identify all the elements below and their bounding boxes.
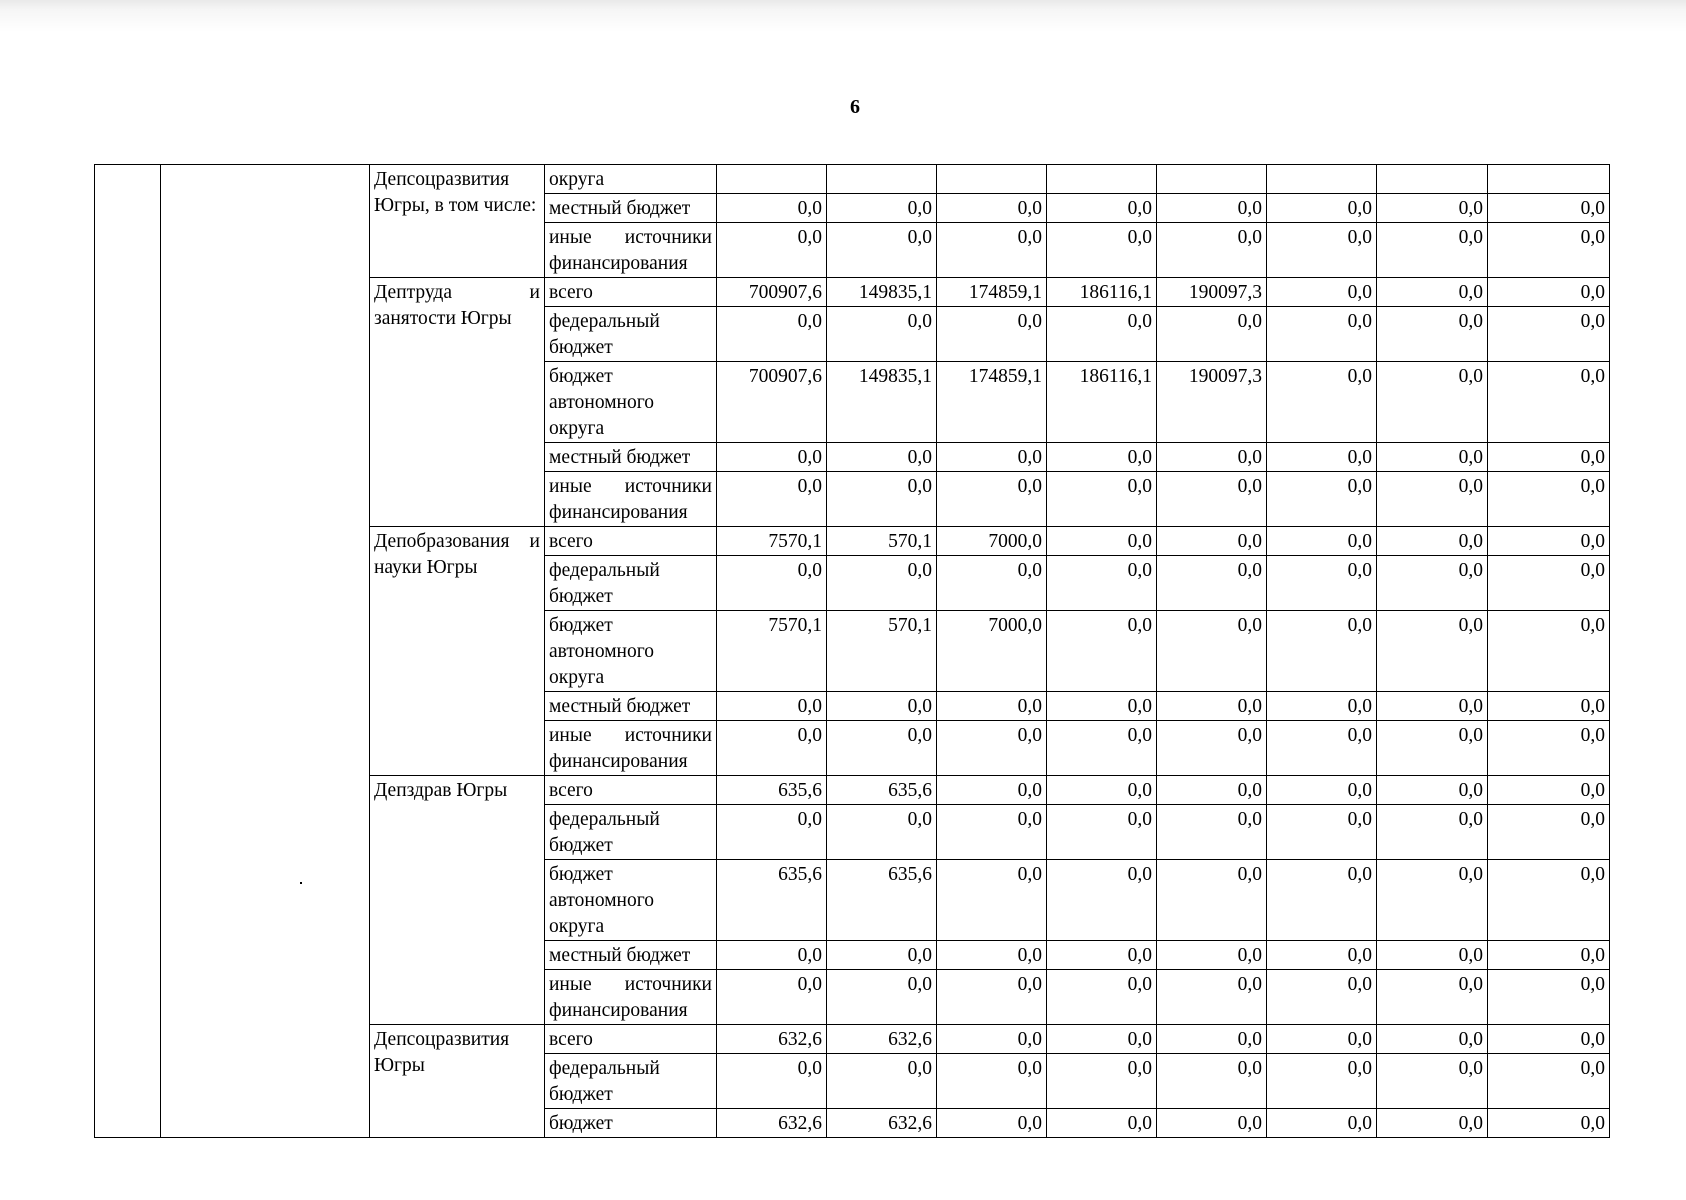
amount-cell: 0,0 bbox=[827, 472, 937, 527]
amount-cell: 0,0 bbox=[937, 1109, 1047, 1138]
amount-cell: 0,0 bbox=[1267, 527, 1377, 556]
amount-cell: 0,0 bbox=[937, 194, 1047, 223]
amount-cell: 0,0 bbox=[937, 307, 1047, 362]
funding-source-cell: бюджет bbox=[545, 1109, 717, 1138]
amount-cell: 0,0 bbox=[1267, 721, 1377, 776]
amount-cell: 149835,1 bbox=[827, 278, 937, 307]
amount-cell: 0,0 bbox=[1488, 970, 1610, 1025]
amount-cell: 0,0 bbox=[1267, 611, 1377, 692]
amount-cell: 0,0 bbox=[717, 941, 827, 970]
amount-cell: 0,0 bbox=[1488, 278, 1610, 307]
amount-cell: 0,0 bbox=[827, 223, 937, 278]
amount-cell: 0,0 bbox=[937, 860, 1047, 941]
funding-source-cell: иные источники финансирования bbox=[545, 721, 717, 776]
amount-cell: 190097,3 bbox=[1157, 278, 1267, 307]
amount-cell: 632,6 bbox=[717, 1025, 827, 1054]
responsible-executor-cell: Депсоцразвития Югры, в том числе: bbox=[370, 165, 545, 278]
amount-cell: 0,0 bbox=[937, 776, 1047, 805]
amount-cell bbox=[1047, 165, 1157, 194]
amount-cell: 0,0 bbox=[1157, 611, 1267, 692]
amount-cell: 0,0 bbox=[1377, 1025, 1488, 1054]
amount-cell: 0,0 bbox=[1047, 1054, 1157, 1109]
amount-cell: 0,0 bbox=[1377, 721, 1488, 776]
amount-cell: 0,0 bbox=[717, 223, 827, 278]
amount-cell: 570,1 bbox=[827, 527, 937, 556]
amount-cell: 0,0 bbox=[1377, 611, 1488, 692]
funding-source-cell: местный бюджет bbox=[545, 194, 717, 223]
amount-cell: 0,0 bbox=[1488, 860, 1610, 941]
amount-cell bbox=[937, 165, 1047, 194]
amount-cell: 0,0 bbox=[1047, 307, 1157, 362]
amount-cell: 0,0 bbox=[1047, 556, 1157, 611]
amount-cell: 700907,6 bbox=[717, 278, 827, 307]
amount-cell: 0,0 bbox=[1267, 278, 1377, 307]
amount-cell: 174859,1 bbox=[937, 278, 1047, 307]
amount-cell: 0,0 bbox=[1047, 223, 1157, 278]
amount-cell: 632,6 bbox=[717, 1109, 827, 1138]
amount-cell: 0,0 bbox=[717, 721, 827, 776]
amount-cell bbox=[717, 165, 827, 194]
amount-cell: 0,0 bbox=[1377, 941, 1488, 970]
funding-source-cell: бюджет автономного округа bbox=[545, 362, 717, 443]
measure-name-cell bbox=[161, 165, 370, 1138]
amount-cell: 0,0 bbox=[1377, 278, 1488, 307]
funding-source-cell: федеральный бюджет bbox=[545, 556, 717, 611]
amount-cell: 0,0 bbox=[1488, 194, 1610, 223]
amount-cell: 0,0 bbox=[827, 970, 937, 1025]
amount-cell: 0,0 bbox=[937, 556, 1047, 611]
amount-cell: 0,0 bbox=[1267, 1054, 1377, 1109]
amount-cell: 0,0 bbox=[1488, 472, 1610, 527]
amount-cell: 0,0 bbox=[1157, 860, 1267, 941]
amount-cell: 632,6 bbox=[827, 1025, 937, 1054]
amount-cell: 0,0 bbox=[1377, 443, 1488, 472]
amount-cell: 0,0 bbox=[1377, 1109, 1488, 1138]
funding-source-cell: всего bbox=[545, 527, 717, 556]
funding-source-cell: иные источники финансирования bbox=[545, 223, 717, 278]
amount-cell: 0,0 bbox=[1267, 472, 1377, 527]
amount-cell: 0,0 bbox=[1157, 223, 1267, 278]
amount-cell: 0,0 bbox=[1157, 970, 1267, 1025]
amount-cell: 174859,1 bbox=[937, 362, 1047, 443]
amount-cell: 0,0 bbox=[1157, 443, 1267, 472]
amount-cell: 0,0 bbox=[1047, 805, 1157, 860]
amount-cell: 0,0 bbox=[937, 223, 1047, 278]
funding-source-cell: всего bbox=[545, 1025, 717, 1054]
funding-source-cell: бюджет автономного округа bbox=[545, 611, 717, 692]
amount-cell: 0,0 bbox=[1047, 527, 1157, 556]
responsible-executor-cell: Депобразования и науки Югры bbox=[370, 527, 545, 776]
amount-cell: 0,0 bbox=[1267, 307, 1377, 362]
funding-source-cell: федеральный бюджет bbox=[545, 307, 717, 362]
amount-cell: 0,0 bbox=[717, 805, 827, 860]
amount-cell bbox=[1267, 165, 1377, 194]
amount-cell: 0,0 bbox=[1377, 556, 1488, 611]
amount-cell: 0,0 bbox=[937, 472, 1047, 527]
funding-source-cell: местный бюджет bbox=[545, 443, 717, 472]
amount-cell: 0,0 bbox=[1267, 556, 1377, 611]
amount-cell: 0,0 bbox=[1157, 1054, 1267, 1109]
amount-cell: 0,0 bbox=[827, 721, 937, 776]
amount-cell: 0,0 bbox=[1377, 692, 1488, 721]
amount-cell: 0,0 bbox=[1488, 307, 1610, 362]
amount-cell: 0,0 bbox=[1157, 776, 1267, 805]
responsible-executor-cell: Депсоцразвития Югры bbox=[370, 1025, 545, 1138]
amount-cell: 0,0 bbox=[1267, 1025, 1377, 1054]
amount-cell: 0,0 bbox=[1047, 721, 1157, 776]
amount-cell: 0,0 bbox=[827, 805, 937, 860]
amount-cell: 0,0 bbox=[937, 970, 1047, 1025]
amount-cell: 0,0 bbox=[1157, 805, 1267, 860]
budget-table-body bbox=[95, 165, 1610, 1138]
amount-cell: 0,0 bbox=[1488, 362, 1610, 443]
amount-cell: 0,0 bbox=[1488, 611, 1610, 692]
amount-cell: 0,0 bbox=[827, 941, 937, 970]
amount-cell: 0,0 bbox=[1377, 805, 1488, 860]
amount-cell: 0,0 bbox=[1488, 1054, 1610, 1109]
amount-cell: 0,0 bbox=[937, 692, 1047, 721]
amount-cell: 0,0 bbox=[1377, 1054, 1488, 1109]
amount-cell: 0,0 bbox=[1157, 692, 1267, 721]
funding-source-cell: всего bbox=[545, 776, 717, 805]
amount-cell: 7570,1 bbox=[717, 527, 827, 556]
amount-cell: 0,0 bbox=[717, 692, 827, 721]
amount-cell: 0,0 bbox=[1377, 362, 1488, 443]
funding-source-cell: местный бюджет bbox=[545, 941, 717, 970]
amount-cell: 0,0 bbox=[1377, 860, 1488, 941]
amount-cell: 0,0 bbox=[827, 443, 937, 472]
amount-cell: 149835,1 bbox=[827, 362, 937, 443]
amount-cell: 0,0 bbox=[717, 307, 827, 362]
funding-source-cell: местный бюджет bbox=[545, 692, 717, 721]
amount-cell: 0,0 bbox=[937, 443, 1047, 472]
amount-cell: 0,0 bbox=[1157, 1025, 1267, 1054]
amount-cell: 0,0 bbox=[1047, 776, 1157, 805]
amount-cell: 0,0 bbox=[1047, 1025, 1157, 1054]
amount-cell: 0,0 bbox=[1047, 1109, 1157, 1138]
amount-cell: 0,0 bbox=[1047, 472, 1157, 527]
amount-cell: 0,0 bbox=[937, 1025, 1047, 1054]
amount-cell: 0,0 bbox=[1267, 776, 1377, 805]
amount-cell: 0,0 bbox=[1157, 1109, 1267, 1138]
amount-cell: 0,0 bbox=[1267, 941, 1377, 970]
amount-cell: 0,0 bbox=[1157, 472, 1267, 527]
amount-cell: 0,0 bbox=[1047, 611, 1157, 692]
amount-cell: 0,0 bbox=[1267, 194, 1377, 223]
amount-cell: 700907,6 bbox=[717, 362, 827, 443]
amount-cell: 0,0 bbox=[1488, 721, 1610, 776]
amount-cell: 570,1 bbox=[827, 611, 937, 692]
funding-source-cell: всего bbox=[545, 278, 717, 307]
responsible-executor-cell: Депздрав Югры bbox=[370, 776, 545, 1025]
amount-cell: 0,0 bbox=[937, 805, 1047, 860]
amount-cell: 186116,1 bbox=[1047, 362, 1157, 443]
amount-cell: 0,0 bbox=[1267, 1109, 1377, 1138]
amount-cell bbox=[1377, 165, 1488, 194]
amount-cell: 0,0 bbox=[1377, 472, 1488, 527]
amount-cell: 0,0 bbox=[1267, 443, 1377, 472]
amount-cell: 0,0 bbox=[1488, 527, 1610, 556]
amount-cell: 0,0 bbox=[1488, 1109, 1610, 1138]
amount-cell: 0,0 bbox=[1488, 443, 1610, 472]
amount-cell: 0,0 bbox=[1267, 692, 1377, 721]
amount-cell: 0,0 bbox=[1377, 776, 1488, 805]
amount-cell: 190097,3 bbox=[1157, 362, 1267, 443]
amount-cell: 0,0 bbox=[1377, 527, 1488, 556]
funding-source-cell: округа bbox=[545, 165, 717, 194]
amount-cell: 0,0 bbox=[1157, 941, 1267, 970]
amount-cell: 0,0 bbox=[937, 721, 1047, 776]
amount-cell: 0,0 bbox=[1377, 223, 1488, 278]
amount-cell bbox=[1157, 165, 1267, 194]
amount-cell: 635,6 bbox=[717, 776, 827, 805]
amount-cell: 0,0 bbox=[827, 307, 937, 362]
funding-source-cell: бюджет автономного округа bbox=[545, 860, 717, 941]
amount-cell: 7570,1 bbox=[717, 611, 827, 692]
amount-cell: 632,6 bbox=[827, 1109, 937, 1138]
responsible-executor-cell: Дептруда и занятости Югры bbox=[370, 278, 545, 527]
amount-cell: 0,0 bbox=[717, 472, 827, 527]
amount-cell: 0,0 bbox=[1047, 860, 1157, 941]
funding-source-cell: федеральный бюджет bbox=[545, 1054, 717, 1109]
amount-cell: 0,0 bbox=[1157, 194, 1267, 223]
amount-cell: 0,0 bbox=[827, 194, 937, 223]
budget-table bbox=[94, 164, 1610, 1138]
funding-source-cell: федеральный бюджет bbox=[545, 805, 717, 860]
amount-cell: 0,0 bbox=[1157, 556, 1267, 611]
amount-cell: 0,0 bbox=[1267, 223, 1377, 278]
amount-cell: 635,6 bbox=[827, 860, 937, 941]
amount-cell: 0,0 bbox=[1047, 692, 1157, 721]
amount-cell: 0,0 bbox=[1047, 443, 1157, 472]
amount-cell: 0,0 bbox=[1157, 527, 1267, 556]
amount-cell bbox=[827, 165, 937, 194]
amount-cell: 186116,1 bbox=[1047, 278, 1157, 307]
amount-cell: 0,0 bbox=[1047, 941, 1157, 970]
amount-cell: 0,0 bbox=[1488, 223, 1610, 278]
amount-cell: 0,0 bbox=[717, 556, 827, 611]
amount-cell: 0,0 bbox=[1488, 556, 1610, 611]
amount-cell: 0,0 bbox=[937, 1054, 1047, 1109]
amount-cell: 0,0 bbox=[1047, 194, 1157, 223]
amount-cell: 0,0 bbox=[1488, 1025, 1610, 1054]
amount-cell: 0,0 bbox=[937, 941, 1047, 970]
number-cell bbox=[95, 165, 161, 1138]
amount-cell: 0,0 bbox=[1488, 692, 1610, 721]
amount-cell: 0,0 bbox=[1488, 805, 1610, 860]
amount-cell: 0,0 bbox=[827, 692, 937, 721]
amount-cell: 0,0 bbox=[1267, 860, 1377, 941]
amount-cell: 0,0 bbox=[1377, 307, 1488, 362]
funding-source-cell: иные источники финансирования bbox=[545, 970, 717, 1025]
scan-edge bbox=[0, 0, 1686, 32]
funding-source-cell: иные источники финансирования bbox=[545, 472, 717, 527]
amount-cell: 0,0 bbox=[827, 1054, 937, 1109]
amount-cell bbox=[1488, 165, 1610, 194]
amount-cell: 0,0 bbox=[1377, 194, 1488, 223]
amount-cell: 635,6 bbox=[717, 860, 827, 941]
amount-cell: 0,0 bbox=[1267, 805, 1377, 860]
amount-cell: 0,0 bbox=[1267, 970, 1377, 1025]
amount-cell: 0,0 bbox=[717, 1054, 827, 1109]
amount-cell: 0,0 bbox=[717, 443, 827, 472]
amount-cell: 7000,0 bbox=[937, 611, 1047, 692]
amount-cell: 635,6 bbox=[827, 776, 937, 805]
amount-cell: 0,0 bbox=[1047, 970, 1157, 1025]
amount-cell: 0,0 bbox=[827, 556, 937, 611]
amount-cell: 0,0 bbox=[1488, 776, 1610, 805]
amount-cell: 0,0 bbox=[717, 194, 827, 223]
amount-cell: 0,0 bbox=[717, 970, 827, 1025]
amount-cell: 7000,0 bbox=[937, 527, 1047, 556]
page-number: 6 bbox=[850, 96, 860, 118]
amount-cell: 0,0 bbox=[1157, 307, 1267, 362]
amount-cell: 0,0 bbox=[1488, 941, 1610, 970]
amount-cell: 0,0 bbox=[1267, 362, 1377, 443]
table-row bbox=[95, 165, 1610, 194]
amount-cell: 0,0 bbox=[1157, 721, 1267, 776]
amount-cell: 0,0 bbox=[1377, 970, 1488, 1025]
